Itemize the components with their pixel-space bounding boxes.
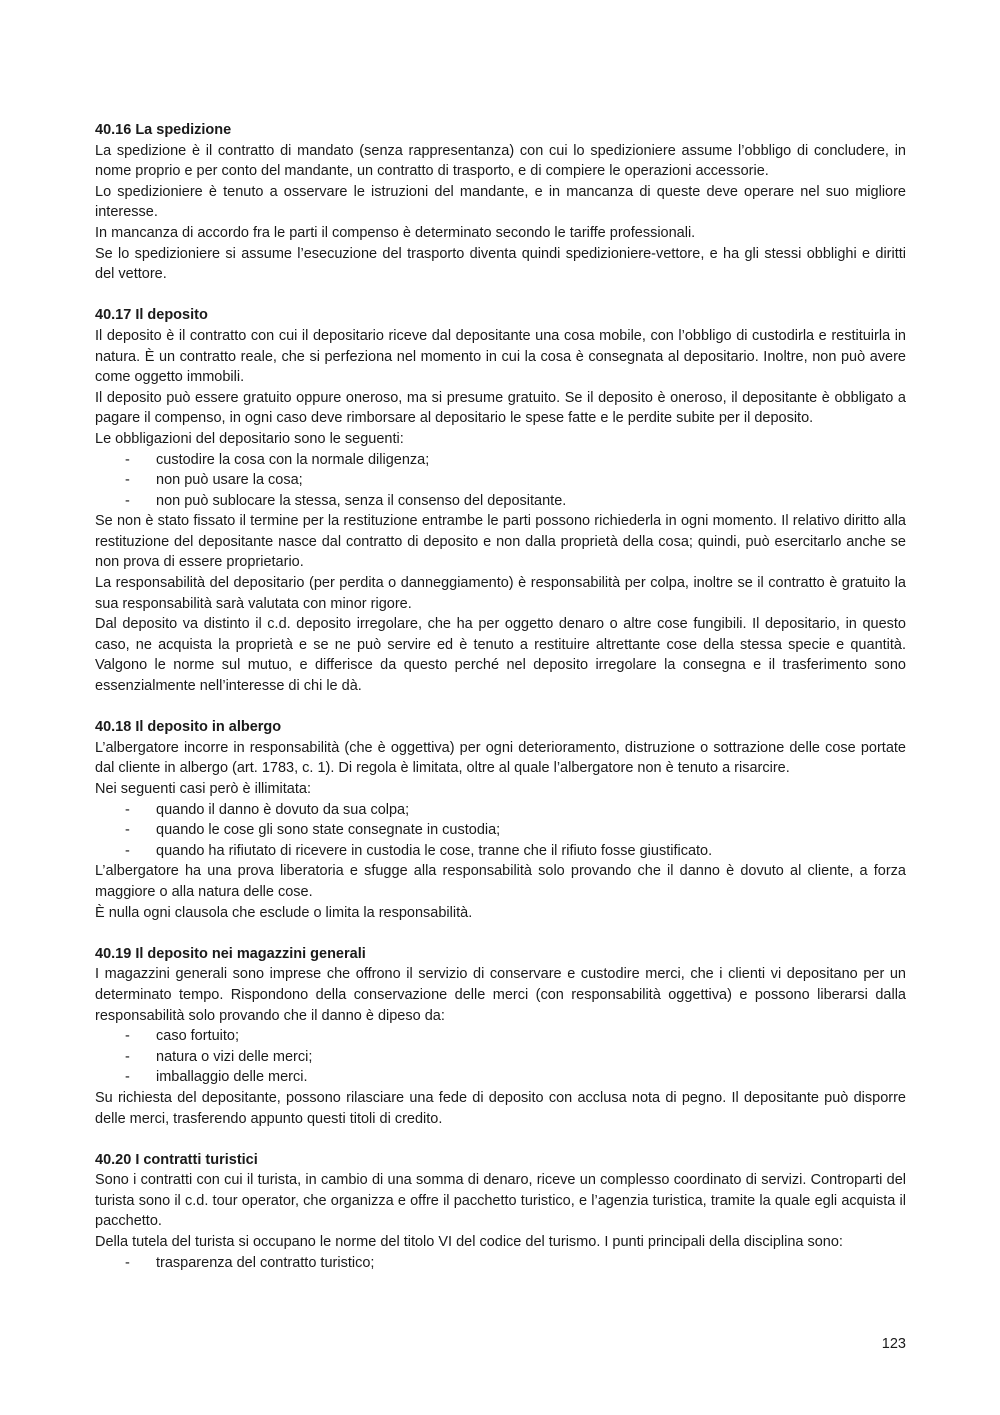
paragraph: Nei seguenti casi però è illimitata: (95, 781, 311, 797)
bullet-dash: - (125, 801, 130, 818)
paragraph: Se non è stato fissato il termine per la restituzione entrambe le parti possono richiederla in ogni momento. Il relativo diritto alla restituzione del depositante nasce dal contratto di deposito e non dalla proprietà della cosa; quindi, può esercitarlo anche se non prova di essere proprietario. (95, 513, 906, 571)
paragraph: I magazzini generali sono imprese che offrono il servizio di conservare e custodire merci, che i clienti vi depositano per un determinato tempo. Rispondono della conservazione delle merci (con responsabilità oggettiva) e possono liberarsi dalla responsabilità solo provando che il danno è dipeso da: (95, 966, 906, 1024)
page-number: 123 (881, 1336, 906, 1352)
bullet-dash: - (125, 472, 130, 489)
list-item-text: custodire la cosa con la normale diligenza; (156, 451, 430, 468)
bullet-dash: - (125, 492, 130, 509)
list-item-text: caso fortuito; (156, 1028, 240, 1045)
section-heading: 40.20 I contratti turistici (95, 1151, 258, 1168)
section-heading: 40.17 Il deposito (95, 307, 208, 324)
paragraph: Dal deposito va distinto il c.d. deposito irregolare, che ha per oggetto denaro o altre cose fungibili. Il depositario, in questo caso, ne acquista la proprietà e se ne può servire ed è tenuto a restituire altrettante cose della stessa specie e quantità. Valgono le norme sul mutuo, e differisce da questo perché nel deposito irregolare la consegna e il trasferimento sono essenzialmente nell’interesse di chi le dà. (95, 616, 906, 695)
list-item-text: quando il danno è dovuto da sua colpa; (156, 801, 410, 818)
list-item (95, 470, 906, 491)
paragraph: Sono i contratti con cui il turista, in cambio di una somma di denaro, riceve un complesso coordinato di servizi. Controparti del turista sono il c.d. tour operator, che organizza e offre il pacchetto turistico, e l’agenzia turistica, tramite la quale egli acquista il pacchetto. (95, 1172, 906, 1230)
list-item (95, 841, 906, 862)
list-item (95, 450, 906, 471)
list-item (95, 1047, 906, 1068)
list-item-text: quando ha rifiutato di ricevere in custodia le cose, tranne che il rifiuto fosse giustificato. (156, 842, 713, 859)
paragraph: In mancanza di accordo fra le parti il compenso è determinato secondo le tariffe professionali. (95, 224, 696, 241)
bullet-dash: - (125, 451, 130, 468)
list-item-text: non può sublocare la stessa, senza il consenso del depositante. (156, 492, 567, 509)
section (95, 305, 906, 696)
list-item (95, 1253, 906, 1274)
list-item (95, 491, 906, 512)
bullet-dash: - (125, 1069, 130, 1086)
list-item-text: quando le cose gli sono state consegnate in custodia; (156, 822, 501, 839)
list-item-text: trasparenza del contratto turistico; (156, 1254, 375, 1271)
paragraph: Il deposito è il contratto con cui il depositario riceve dal depositante una cosa mobile, con l’obbligo di custodirla e restituirla in natura. È un contratto reale, che si perfeziona nel momento in cui la cosa è consegnata al depositario. Inoltre, non può avere come oggetto immobili. (95, 327, 906, 386)
list-item-text: non può usare la cosa; (156, 472, 303, 489)
list-item (95, 1067, 906, 1088)
section (95, 717, 906, 923)
section-heading: 40.19 Il deposito nei magazzini generali (95, 945, 366, 962)
list-item-text: imballaggio delle merci. (156, 1069, 308, 1086)
section (95, 1150, 906, 1274)
list-item (95, 1026, 906, 1047)
list-item (95, 800, 906, 821)
bullet-dash: - (125, 1048, 130, 1065)
paragraph: Le obbligazioni del depositario sono le seguenti: (95, 430, 404, 447)
paragraph: È nulla ogni clausola che esclude o limita la responsabilità. (95, 904, 473, 921)
paragraph: La responsabilità del depositario (per perdita o danneggiamento) è responsabilità per colpa, inoltre se il contratto è gratuito la sua responsabilità sarà valutata con minor rigore. (95, 575, 906, 612)
paragraph: Se lo spedizioniere si assume l’esecuzione del trasporto diventa quindi spedizioniere-vettore, e ha gli stessi obblighi e diritti del vettore. (95, 245, 906, 283)
paragraph: L’albergatore incorre in responsabilità (che è oggettiva) per ogni deterioramento, distruzione o sottrazione delle cose portate dal cliente in albergo (art. 1783, c. 1). Di regola è limitata, oltre al quale l’albergatore non è tenuto a risarcire. (95, 739, 906, 777)
paragraph: La spedizione è il contratto di mandato (senza rappresentanza) con cui lo spedizioniere assume l’obbligo di concludere, in nome proprio e per conto del mandante, un contratto di trasporto, e di compiere le operazioni accessorie. (95, 142, 906, 180)
list-item-text: natura o vizi delle merci; (156, 1048, 313, 1065)
bullet-list (95, 1253, 906, 1274)
bullet-dash: - (125, 822, 130, 839)
document-page (95, 120, 906, 1294)
bullet-list (95, 450, 906, 512)
paragraph: L’albergatore ha una prova liberatoria e sfugge alla responsabilità solo provando che il danno è dovuto al cliente, a forza maggiore o alla natura delle cose. (95, 863, 906, 900)
section (95, 944, 906, 1129)
section (95, 120, 906, 285)
bullet-list (95, 800, 906, 862)
bullet-dash: - (125, 1028, 130, 1045)
paragraph: Su richiesta del depositante, possono rilasciare una fede di deposito con acclusa nota di pegno. Il depositante può disporre delle merci, trasferendo appunto questi titoli di credito. (95, 1089, 906, 1127)
bullet-dash: - (125, 842, 130, 859)
bullet-dash: - (125, 1254, 130, 1271)
section-heading: 40.18 Il deposito in albergo (95, 719, 282, 736)
section-heading: 40.16 La spedizione (95, 122, 232, 138)
list-item (95, 820, 906, 841)
paragraph: Lo spedizioniere è tenuto a osservare le istruzioni del mandante, e in mancanza di queste deve operare nel suo migliore interesse. (95, 183, 906, 221)
paragraph: Della tutela del turista si occupano le norme del titolo VI del codice del turismo. I punti principali della disciplina sono: (95, 1234, 843, 1251)
paragraph: Il deposito può essere gratuito oppure oneroso, ma si presume gratuito. Se il deposito è oneroso, il depositante è obbligato a pagare il compenso, in ogni caso deve rimborsare al depositario le spese fatte e le perdite subite per il deposito. (95, 389, 906, 427)
bullet-list (95, 1026, 906, 1088)
